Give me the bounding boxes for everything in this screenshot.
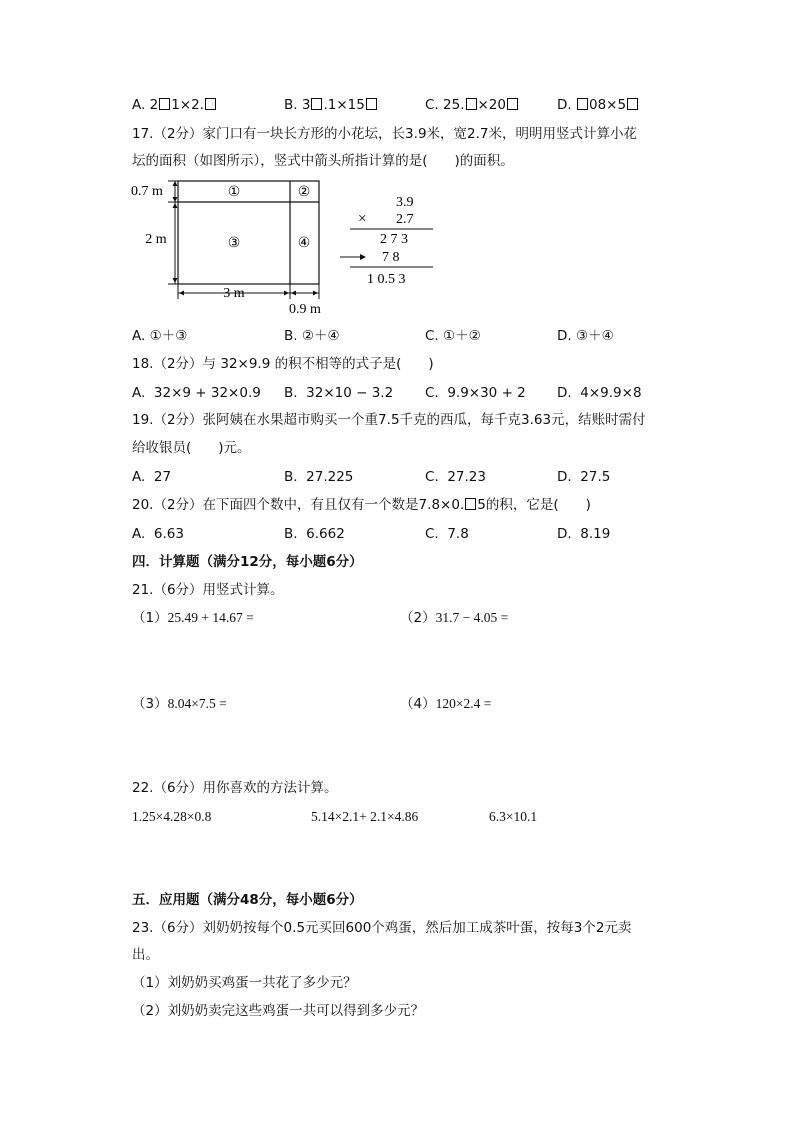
q17-figure <box>128 175 458 320</box>
label-0-7m: 0.7 m <box>131 184 163 199</box>
q17-option-d: D. ③＋④ <box>557 328 614 344</box>
q20-option-b: B. 6.662 <box>284 526 345 542</box>
q21-item-2: （2）31.7 − 4.05 = <box>400 610 509 626</box>
q19-text-line1: 19.（2分）张阿姨在水果超市购买一个重7.5千克的西瓜，每千克3.63元，结账时需付 <box>132 412 646 428</box>
q16-option-d: D. 08×5 <box>557 96 639 114</box>
q19-option-d: D. 27.5 <box>557 469 611 485</box>
q21-item-3: （3）8.04×7.5 = <box>132 696 227 712</box>
q16-option-c: C. 25. ×20 <box>425 96 519 114</box>
calc-partial-1: 2 7 3 <box>380 232 408 247</box>
blank-box <box>507 98 518 110</box>
blank-box <box>205 98 216 110</box>
q23-sub-2: （2）刘奶奶卖完这些鸡蛋一共可以得到多少元？ <box>132 1003 425 1019</box>
q20-option-c: C. 7.8 <box>425 526 469 542</box>
q17-option-b: B. ②＋④ <box>284 328 340 344</box>
region-3: ③ <box>227 235 241 251</box>
calc-partial-2: 7 8 <box>382 250 400 265</box>
q21-item-1: （1）25.49 + 14.67 = <box>132 610 254 626</box>
q22-item-1: 1.25×4.28×0.8 <box>132 809 212 824</box>
q23-sub-1: （1）刘奶奶买鸡蛋一共花了多少元？ <box>132 975 357 991</box>
blank-box <box>366 98 377 110</box>
blank-box <box>465 498 476 510</box>
blank-box <box>577 98 588 110</box>
region-1: ① <box>227 184 241 200</box>
section-4-heading: 四．计算题（满分12分，每小题6分） <box>132 554 363 570</box>
q19-option-c: C. 27.23 <box>425 469 486 485</box>
q19-text-line2: 给收银员( )元。 <box>132 440 251 456</box>
q18-option-a: A. 32×9 + 32×0.9 <box>132 385 261 401</box>
calc-arrow-head <box>360 254 366 260</box>
q20-option-a: A. 6.63 <box>132 526 184 542</box>
q16-option-b: B. 3 .1×15 <box>284 96 378 114</box>
q22-item-2: 5.14×2.1+ 2.1×4.86 <box>311 809 419 824</box>
q16-option-a: A. 2 1×2. <box>132 96 217 114</box>
q23-text-line2: 出。 <box>132 947 159 963</box>
q18-option-c: C. 9.9×30 + 2 <box>425 385 526 401</box>
calc-times-sign: × <box>358 211 367 227</box>
q20-option-d: D. 8.19 <box>557 526 611 542</box>
q19-option-a: A. 27 <box>132 469 172 485</box>
calc-result: 1 0.5 3 <box>367 272 406 287</box>
q17-text-line2: 坛的面积（如图所示），竖式中箭头所指计算的是( )的面积。 <box>132 153 514 169</box>
calc-multiplicand: 3.9 <box>396 195 414 210</box>
region-2: ② <box>297 184 311 200</box>
blank-box <box>466 98 477 110</box>
blank-box <box>159 98 170 110</box>
q18-option-b: B. 32×10 − 3.2 <box>284 385 394 401</box>
q23-text-line1: 23.（6分）刘奶奶按每个0.5元买回600个鸡蛋，然后加工成茶叶蛋，按每3个2元卖 <box>132 920 632 936</box>
q21-text: 21.（6分）用竖式计算。 <box>132 582 284 598</box>
q18-text: 18.（2分）与 32×9.9 的积不相等的式子是( ) <box>132 356 434 372</box>
q18-option-d: D. 4×9.9×8 <box>557 385 642 401</box>
q17-text-line1: 17.（2分）家门口有一块长方形的小花坛，长3.9米，宽2.7米，明明用竖式计算小花 <box>132 126 637 142</box>
calc-multiplier: 2.7 <box>396 212 414 227</box>
blank-box <box>627 98 638 110</box>
label-2m: 2 m <box>145 232 167 247</box>
q19-option-b: B. 27.225 <box>284 469 354 485</box>
label-3m: 3 m <box>223 286 245 301</box>
q22-text: 22.（6分）用你喜欢的方法计算。 <box>132 780 338 796</box>
section-5-heading: 五．应用题（满分48分，每小题6分） <box>132 892 363 908</box>
blank-box <box>311 98 322 110</box>
q21-item-4: （4）120×2.4 = <box>400 696 492 712</box>
region-4: ④ <box>297 235 311 251</box>
q22-item-3: 6.3×10.1 <box>489 809 538 824</box>
q17-option-a: A. ①＋③ <box>132 328 188 344</box>
q17-option-c: C. ①＋② <box>425 328 481 344</box>
label-0-9m: 0.9 m <box>289 302 321 317</box>
q20-text: 20.（2分）在下面四个数中，有且仅有一个数是7.8×0. 5的积，它是( ) <box>132 497 591 513</box>
